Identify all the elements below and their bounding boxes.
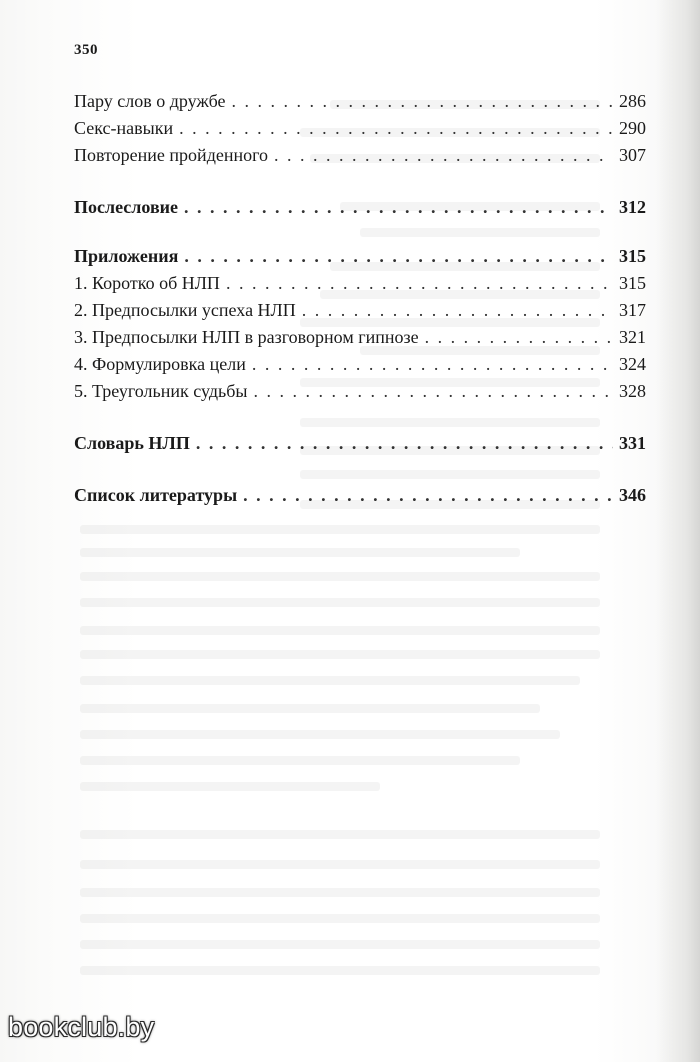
toc-section-title: Приложения: [74, 246, 179, 266]
toc-section-page: 331: [619, 433, 646, 453]
toc-entry-page: 321: [619, 327, 646, 347]
toc-section-page: 312: [619, 197, 646, 217]
toc-entry: [74, 142, 646, 169]
toc-entry-title: 3. Предпосылки НЛП в разговорном гипнозе: [74, 327, 419, 347]
toc-section-bibliography: [74, 482, 646, 509]
leader-dots: [274, 142, 613, 169]
toc-section-title: Список литературы: [74, 485, 238, 505]
leader-dots: [226, 270, 613, 297]
toc-entry-page: 290: [619, 118, 646, 138]
toc-section-glossary: [74, 430, 646, 457]
toc-section-afterword: [74, 194, 646, 221]
toc-entry: [74, 351, 646, 378]
toc-entry-page: 315: [619, 273, 646, 293]
toc-entry-title: Повторение пройденного: [74, 145, 269, 165]
page-number: 350: [74, 42, 98, 58]
toc-entry-page: 317: [619, 300, 646, 320]
toc-entry: [74, 324, 646, 351]
leader-dots: [425, 324, 613, 351]
leader-dots: [252, 351, 613, 378]
page-edge-shadow: [656, 0, 700, 1062]
leader-dots: [179, 115, 613, 142]
leader-dots: [184, 194, 613, 221]
table-of-contents: [74, 88, 646, 509]
toc-entry-title: 4. Формулировка цели: [74, 354, 246, 374]
toc-entry-title: 5. Треугольник судьбы: [74, 381, 248, 401]
toc-section-page: 346: [619, 485, 646, 505]
leader-dots: [196, 430, 613, 457]
toc-entry: [74, 297, 646, 324]
toc-entry: [74, 88, 646, 115]
toc-entry-title: Секс-навыки: [74, 118, 174, 138]
toc-entry-title: 1. Коротко об НЛП: [74, 273, 220, 293]
toc-entry-title: Пару слов о дружбе: [74, 91, 226, 111]
toc-entry: [74, 378, 646, 405]
toc-section-title: Послесловие: [74, 197, 179, 217]
leader-dots: [232, 88, 613, 115]
leader-dots: [302, 297, 613, 324]
toc-section-page: 315: [619, 246, 646, 266]
toc-entry-page: 328: [619, 381, 646, 401]
toc-section-appendices: [74, 243, 646, 270]
toc-section-title: Словарь НЛП: [74, 433, 190, 453]
toc-entry-page: 307: [619, 145, 646, 165]
leader-dots: [184, 243, 613, 270]
site-watermark: bookclub.by: [8, 1012, 155, 1042]
toc-entry-page: 286: [619, 91, 646, 111]
toc-entry-title: 2. Предпосылки успеха НЛП: [74, 300, 296, 320]
leader-dots: [243, 482, 613, 509]
toc-entry: [74, 115, 646, 142]
toc-entry: [74, 270, 646, 297]
leader-dots: [254, 378, 614, 405]
toc-entry-page: 324: [619, 354, 646, 374]
